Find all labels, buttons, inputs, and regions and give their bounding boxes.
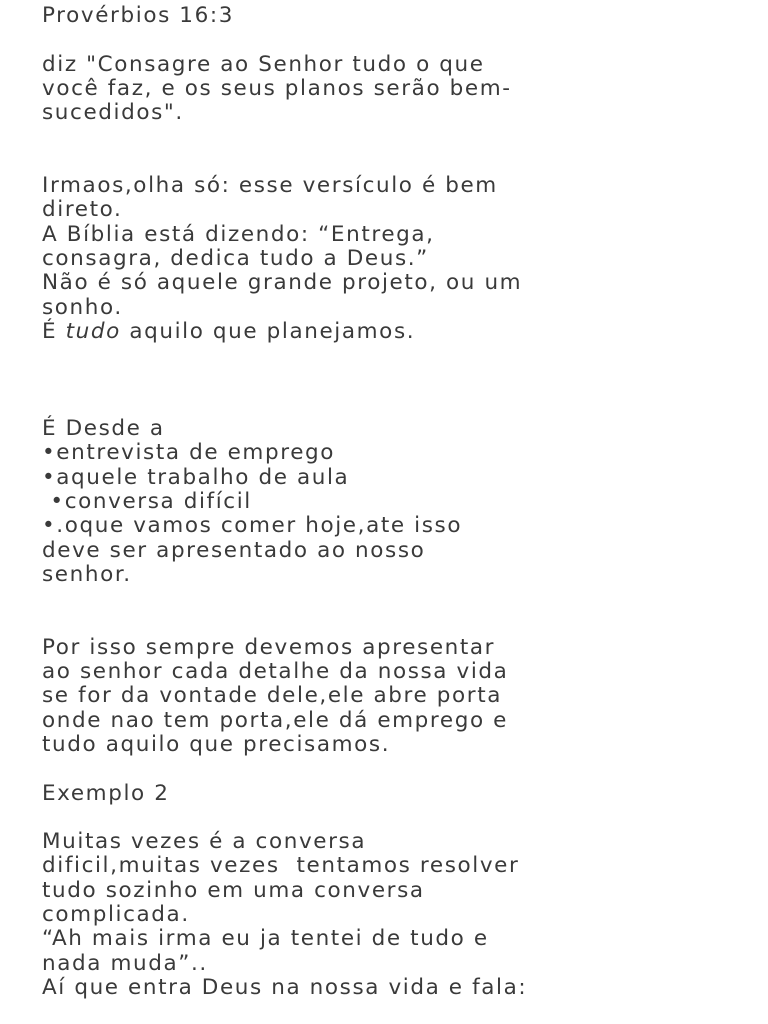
- verse-text: [42, 53, 742, 126]
- list-item: •conversa difícil: [42, 488, 252, 514]
- list-item: •entrevista de emprego: [42, 440, 336, 466]
- list-intro: É Desde a: [42, 416, 165, 442]
- paragraph-line: tudo aquilo que precisamos.: [42, 731, 391, 757]
- note-body: [42, 4, 742, 1000]
- paragraph-line: sonho.: [42, 294, 123, 320]
- paragraph-line: Irmaos,olha só: esse versículo é bem: [42, 173, 498, 199]
- paragraph-line: Por isso sempre devemos apresentar: [42, 634, 496, 660]
- text-suffix: aquilo que planejamos.: [120, 318, 416, 344]
- paragraph-line: consagra, dedica tudo a Deus.”: [42, 245, 429, 271]
- paragraph-line: Não é só aquele grande projeto, ou um: [42, 270, 523, 296]
- paragraph-line: direto.: [42, 197, 123, 223]
- paragraph-line: dificil,muitas vezes tentamos resolver: [42, 853, 520, 879]
- bullet-list: [42, 417, 742, 587]
- example-heading: Exemplo 2: [42, 780, 170, 806]
- paragraph-line: onde nao tem porta,ele dá emprego e: [42, 707, 508, 733]
- verse-reference: Provérbios 16:3: [42, 3, 234, 28]
- paragraph-line: nada muda”..: [42, 950, 208, 976]
- paragraph-line: ao senhor cada detalhe da nossa vida: [42, 659, 509, 685]
- paragraph-line: tudo sozinho em uma conversa: [42, 877, 425, 903]
- list-item: deve ser apresentado ao nosso: [42, 537, 426, 563]
- paragraph-line: Aí que entra Deus na nossa vida e fala:: [42, 974, 528, 1000]
- paragraph-line: se for da vontade dele,ele abre porta: [42, 683, 503, 709]
- paragraph-line: [42, 320, 742, 344]
- paragraph-line: complicada.: [42, 901, 190, 927]
- paragraph-line: A Bíblia está dizendo: “Entrega,: [42, 221, 435, 247]
- emphasis-text: tudo: [65, 318, 121, 344]
- list-item: •.oque vamos comer hoje,ate isso: [42, 513, 463, 539]
- verse-line: diz "Consagre ao Senhor tudo o que: [42, 51, 485, 77]
- list-item: •aquele trabalho de aula: [42, 464, 350, 490]
- verse-line: você faz, e os seus planos serão bem-: [42, 75, 512, 101]
- paragraph-conclusion: [42, 636, 742, 757]
- list-item: senhor.: [42, 561, 132, 587]
- paragraph-example: [42, 830, 742, 1000]
- paragraph-line: “Ah mais irma eu ja tentei de tudo e: [42, 926, 489, 952]
- verse-line: sucedidos".: [42, 100, 184, 126]
- text-prefix: É: [42, 318, 66, 344]
- paragraph-line: Muitas vezes é a conversa: [42, 829, 367, 855]
- paragraph-explanation: [42, 174, 742, 344]
